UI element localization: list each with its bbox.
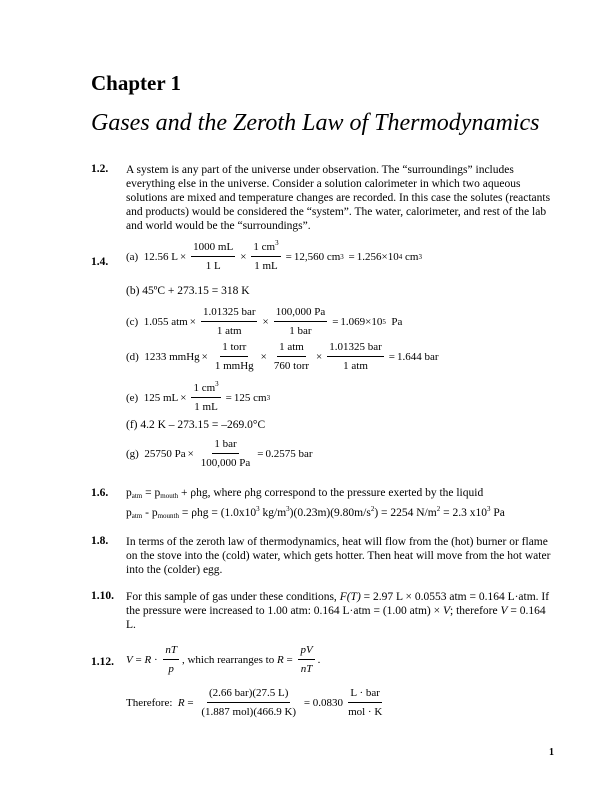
chapter-heading: Chapter 1: [91, 71, 182, 95]
problem-1-2-text: A system is any part of the universe under observation. The “surroundings” includes everything else in the universe. Consider a solution calorimeter in which two aqueous solutions are mixed and temperature changes are recorded. In this case the solutes (reactants and products) would be considered the “system”. The water, calorimeter, and rest of the lab and world would be the “surroundings”.: [126, 164, 551, 232]
fraction: $\frac{\text{1 bar}}{100,000 Pa}$: [200, 438, 251, 469]
eq-label: (a): [126, 250, 139, 263]
fraction: $\frac{1000 mL}{1 L}$: [193, 241, 234, 272]
fraction: $\frac{1 cm^3}{1 mL}$: [253, 239, 279, 272]
problem-number-1-8: 1.8.: [91, 535, 109, 547]
fraction: $\frac{\text{L · bar}}{\text{mol · K}}$: [348, 687, 383, 718]
equation-1-4-e: (e) 125 mL × $\frac{1 cm^3}{1 mL}$ = 125 cm 3: [126, 380, 271, 413]
fraction: $\frac{100,000 Pa}{\text{1 bar}}$: [275, 306, 326, 337]
fraction: $\frac{\text{1 atm}}{\text{760 torr}}$: [273, 341, 310, 372]
equation-1-4-d: (d) 1233 mmHg × $\frac{\text{1 torr}}{\text{1 mmHg}}$ × $\frac{\text{1 atm}}{\text{760 torr}}$ × $\frac{\text{1.01325 bar}}{\text{1 atm}}$ = 1.644 bar: [126, 341, 439, 372]
fraction: $\frac{\text{1 torr}}{\text{1 mmHg}}$: [214, 341, 254, 372]
fraction: $\frac{\text{1.01325 bar}}{\text{1 atm}}$: [202, 306, 256, 337]
problem-number-1-4: 1.4.: [91, 256, 109, 268]
problem-1-8-text: In terms of the zeroth law of thermodynamics, heat will flow from the (hot) burner or flame on the stove into the (cold) water, which gets hotter. Then heat will move from the hot water into the (colder) egg.: [126, 536, 551, 576]
page-number: 1: [549, 747, 554, 758]
equation-1-12-a: V = R · $\frac{nT}{p}$ , which rearranges to R = $\frac{pV}{nT}$ .: [126, 644, 321, 675]
problem-number-1-6: 1.6.: [91, 487, 109, 499]
fraction: $\frac{1 cm^3}{1 mL}$: [193, 380, 219, 413]
fraction: $\frac{nT}{p}$: [165, 644, 177, 675]
eq-start: 12.56 L: [143, 250, 178, 263]
fraction: $\frac{\text{1.01325 bar}}{\text{1 atm}}$: [329, 341, 382, 372]
equation-1-12-b: Therefore: R = $\frac{\text{(2.66 bar)(27.5 L)}}{\text{(1.887 mol)(466.9 K)}}$ = 0.0830 $\frac{\text{L · bar}}{\text{mol · K}}$: [126, 687, 383, 718]
problem-1-6-line-2: $p_{atm} - p_{mounth} = \rho hg = (1.0x10^3$ $kg/m^3)(0.23m)(9.80m/s^2) = 2254$ $N/m^2 = 2.3$ $x10^3$ Pa: [126, 505, 505, 520]
fraction: $\frac{pV}{nT}$: [300, 644, 313, 675]
equation-1-4-a: (a) 12.56 L × $\frac{1000 mL}{1 L}$ × $\frac{1 cm^3}{1 mL}$ = 12,560 cm 3 = 1.256×10 4 cm 3: [126, 239, 422, 272]
equation-1-4-g: (g) 25750 Pa × $\frac{\text{1 bar}}{100,000 Pa}$ = 0.2575 bar: [126, 438, 313, 469]
fraction: $\frac{\text{(2.66 bar)(27.5 L)}}{\text{(1.887 mol)(466.9 K)}}$: [201, 687, 297, 718]
equation-1-4-c: (c) 1.055 atm × $\frac{\text{1.01325 bar}}{\text{1 atm}}$ × $\frac{100,000 Pa}{\text{1 bar}}$ = 1.069×10 5 Pa: [126, 306, 403, 337]
equation-1-4-f: (f) 4.2 K – 273.15 = –269.0°C: [126, 419, 266, 431]
problem-1-6-line-1: $p_{atm} = p_{mouth} + \rho hg$, where ρhg correspond to the pressure exerted by the liquid: [126, 487, 484, 500]
problem-1-10-text: For this sample of gas under these conditions, F(T) = 2.97 L × 0.0553 atm = 0.164 L·atm. If the pressure were increased to 1.00 atm: 0.164 L·atm = (1.00 atm) × V; therefore V = 0.164 L.: [126, 591, 550, 631]
problem-number-1-2: 1.2.: [91, 163, 109, 175]
chapter-subtitle: Gases and the Zeroth Law of Thermodynamics: [91, 110, 540, 136]
equation-1-4-b: (b) 45ºC + 273.15 = 318 K: [126, 285, 250, 297]
problem-number-1-10: 1.10.: [91, 590, 114, 602]
problem-number-1-12: 1.12.: [91, 656, 114, 668]
